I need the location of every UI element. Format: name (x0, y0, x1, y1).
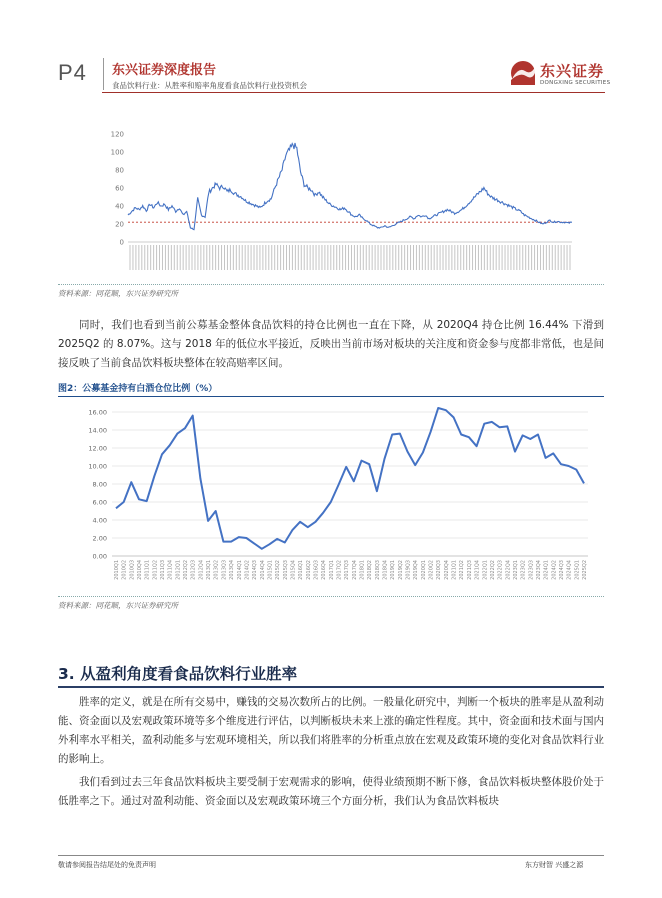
x-tick-label-35: 2018Q4 (382, 560, 389, 580)
x-tick-label-8: 2012Q1 (175, 560, 182, 580)
footer-rule (58, 855, 604, 856)
x-tick-label-20: 2015Q1 (267, 560, 274, 580)
x-tick-label-22: 2015Q3 (282, 560, 289, 580)
y-tick-label-5: 10.00 (88, 462, 107, 471)
x-tick-label-38: 2019Q3 (405, 560, 412, 580)
x-tick-label-40: 2020Q1 (420, 560, 427, 580)
x-tick-label-30: 2017Q3 (344, 560, 351, 580)
x-tick-label-26: 2016Q3 (313, 560, 320, 580)
x-tick-label-49: 2022Q2 (489, 560, 496, 580)
x-tick-label-42: 2020Q3 (436, 560, 443, 580)
y-tick-label-2: 4.00 (92, 516, 107, 525)
report-subtitle: 食品饮料行业：从胜率和赔率角度看食品饮料行业投资机会 (112, 81, 307, 90)
brand-name-en: DONGXING SECURITIES (540, 80, 611, 86)
x-tick-label-19: 2014Q4 (259, 560, 266, 580)
y-tick-label-1: 2.00 (92, 534, 107, 543)
x-tick-label-1: 2010Q2 (121, 560, 128, 580)
x-tick-label-43: 2020Q4 (443, 560, 450, 580)
page-number: P4 (58, 60, 87, 85)
y-tick-label-5: 100 (110, 148, 124, 157)
x-tick-label-45: 2021Q2 (459, 560, 466, 580)
brand-name: 东兴证券 (540, 62, 605, 80)
y-tick-label-6: 120 (110, 130, 124, 139)
x-tick-label-9: 2012Q2 (183, 560, 190, 580)
x-tick-label-56: 2024Q1 (543, 560, 550, 580)
header-rule (102, 92, 605, 93)
source-rule-2 (58, 596, 604, 597)
y-tick-label-4: 8.00 (92, 480, 107, 489)
x-tick-label-46: 2021Q3 (466, 560, 473, 580)
x-tick-label-4: 2011Q1 (144, 560, 151, 580)
footer-slogan: 东方财智 兴盛之源 (525, 861, 584, 869)
x-tick-label-13: 2013Q2 (213, 560, 220, 580)
x-tick-label-21: 2015Q2 (275, 560, 282, 580)
x-tick-label-14: 2013Q3 (221, 560, 228, 580)
y-tick-label-3: 6.00 (92, 498, 107, 507)
x-tick-label-60: 2025Q1 (574, 560, 581, 580)
x-tick-label-37: 2019Q2 (397, 560, 404, 580)
x-tick-label-54: 2023Q3 (528, 560, 535, 580)
x-tick-label-50: 2022Q3 (497, 560, 504, 580)
source-note-2: 资料来源：同花顺，东兴证券研究所 (58, 601, 178, 610)
y-tick-label-7: 14.00 (88, 426, 107, 435)
y-tick-label-0: 0.00 (92, 552, 107, 561)
x-tick-label-41: 2020Q2 (428, 560, 435, 580)
x-tick-label-47: 2021Q4 (474, 560, 481, 580)
x-tick-label-17: 2014Q2 (244, 560, 251, 580)
header-divider (103, 58, 104, 90)
x-tick-label-57: 2024Q2 (551, 560, 558, 580)
section-rule (58, 686, 604, 688)
y-tick-label-1: 20 (115, 220, 124, 229)
series-line (128, 143, 572, 230)
series-line (116, 408, 584, 549)
x-tick-label-51: 2022Q4 (505, 560, 512, 580)
x-tick-label-27: 2016Q4 (321, 560, 328, 580)
x-tick-label-3: 2010Q4 (137, 560, 144, 580)
x-tick-label-25: 2016Q2 (305, 560, 312, 580)
source-rule-1 (58, 284, 604, 285)
x-tick-label-34: 2018Q3 (374, 560, 381, 580)
y-tick-label-8: 16.00 (88, 408, 107, 417)
x-tick-label-32: 2018Q1 (359, 560, 366, 580)
body-paragraph-3: 我们看到过去三年食品饮料板块主要受制于宏观需求的影响，使得业绩预期不断下修，食品饮料板块整体股价处于低胜率之下。通过对盈利动能、资金面以及宏观政策环境三个方面分析，我们认为食品饮料板块 (58, 776, 604, 807)
x-tick-label-15: 2013Q4 (229, 560, 236, 580)
x-tick-label-6: 2011Q3 (160, 560, 167, 580)
x-tick-label-44: 2021Q1 (451, 560, 458, 580)
y-tick-label-3: 60 (115, 184, 124, 193)
x-tick-label-2: 2010Q3 (129, 560, 136, 580)
source-note-1: 资料来源：同花顺，东兴证券研究所 (58, 289, 178, 298)
x-tick-label-5: 2011Q2 (152, 560, 159, 580)
y-tick-label-4: 80 (115, 166, 124, 175)
report-title: 东兴证券深度报告 (112, 63, 217, 78)
figure-2-title: 图2：公募基金持有白酒仓位比例（%） (58, 384, 218, 394)
section-title: 3. 从盈利角度看食品饮料行业胜率 (58, 665, 298, 683)
x-tick-label-0: 2010Q1 (114, 560, 120, 580)
y-tick-label-0: 0 (119, 238, 124, 247)
x-tick-label-31: 2017Q4 (351, 560, 358, 580)
x-tick-label-36: 2019Q1 (390, 560, 397, 580)
x-tick-label-52: 2023Q1 (512, 560, 519, 580)
y-tick-label-6: 12.00 (88, 444, 107, 453)
x-tick-label-12: 2013Q1 (206, 560, 213, 580)
chart-2 (80, 404, 600, 586)
x-tick-label-39: 2019Q4 (413, 560, 420, 580)
x-tick-label-23: 2015Q4 (290, 560, 297, 580)
x-tick-label-10: 2012Q3 (190, 560, 197, 580)
brand-logo-icon (511, 61, 535, 85)
x-tick-label-29: 2017Q2 (336, 560, 343, 580)
x-tick-label-55: 2023Q4 (535, 560, 542, 580)
x-tick-label-11: 2012Q4 (198, 560, 205, 580)
x-tick-label-24: 2016Q1 (298, 560, 305, 580)
x-tick-label-7: 2011Q4 (167, 560, 174, 580)
y-tick-label-2: 40 (115, 202, 124, 211)
chart-1 (110, 126, 578, 276)
x-tick-label-58: 2024Q3 (558, 560, 565, 580)
x-tick-label-28: 2017Q1 (328, 560, 335, 580)
x-tick-label-53: 2023Q2 (520, 560, 527, 580)
body-paragraph-1: 同时，我们也看到当前公募基金整体食品饮料的持仓比例也一直在下降，从 2020Q4 持仓比例 16.44% 下滑到 2025Q2 的 8.07%。这与 2018 年的低位水平接近，反映出当前市场对板块的关注度和资金参与度都非常低，也是间接反映了当前食品饮料板块整体在较高赔率区间。 (58, 319, 604, 369)
x-tick-label-33: 2018Q2 (367, 560, 374, 580)
body-paragraph-2: 胜率的定义，就是在所有交易中，赚钱的交易次数所占的比例。一般量化研究中，判断一个板块的胜率是从盈利动能、资金面以及宏观政策环境等多个维度进行评估，以判断板块未来上涨的确定性程度。其中，资金面和技术面与国内外利率水平相关，盈利动能多与宏观环境相关，所以我们将胜率的分析重点放在宏观及政策环境的变化对食品饮料行业的影响上。 (58, 696, 604, 765)
x-tick-label-48: 2022Q1 (482, 560, 489, 580)
footer-disclaimer: 敬请参阅报告结尾处的免责声明 (58, 861, 156, 869)
x-tick-label-61: 2025Q2 (582, 560, 588, 580)
x-tick-label-59: 2024Q4 (566, 560, 573, 580)
x-tick-label-18: 2014Q3 (252, 560, 259, 580)
figure-2-rule (58, 396, 604, 397)
x-tick-label-16: 2014Q1 (236, 560, 243, 580)
